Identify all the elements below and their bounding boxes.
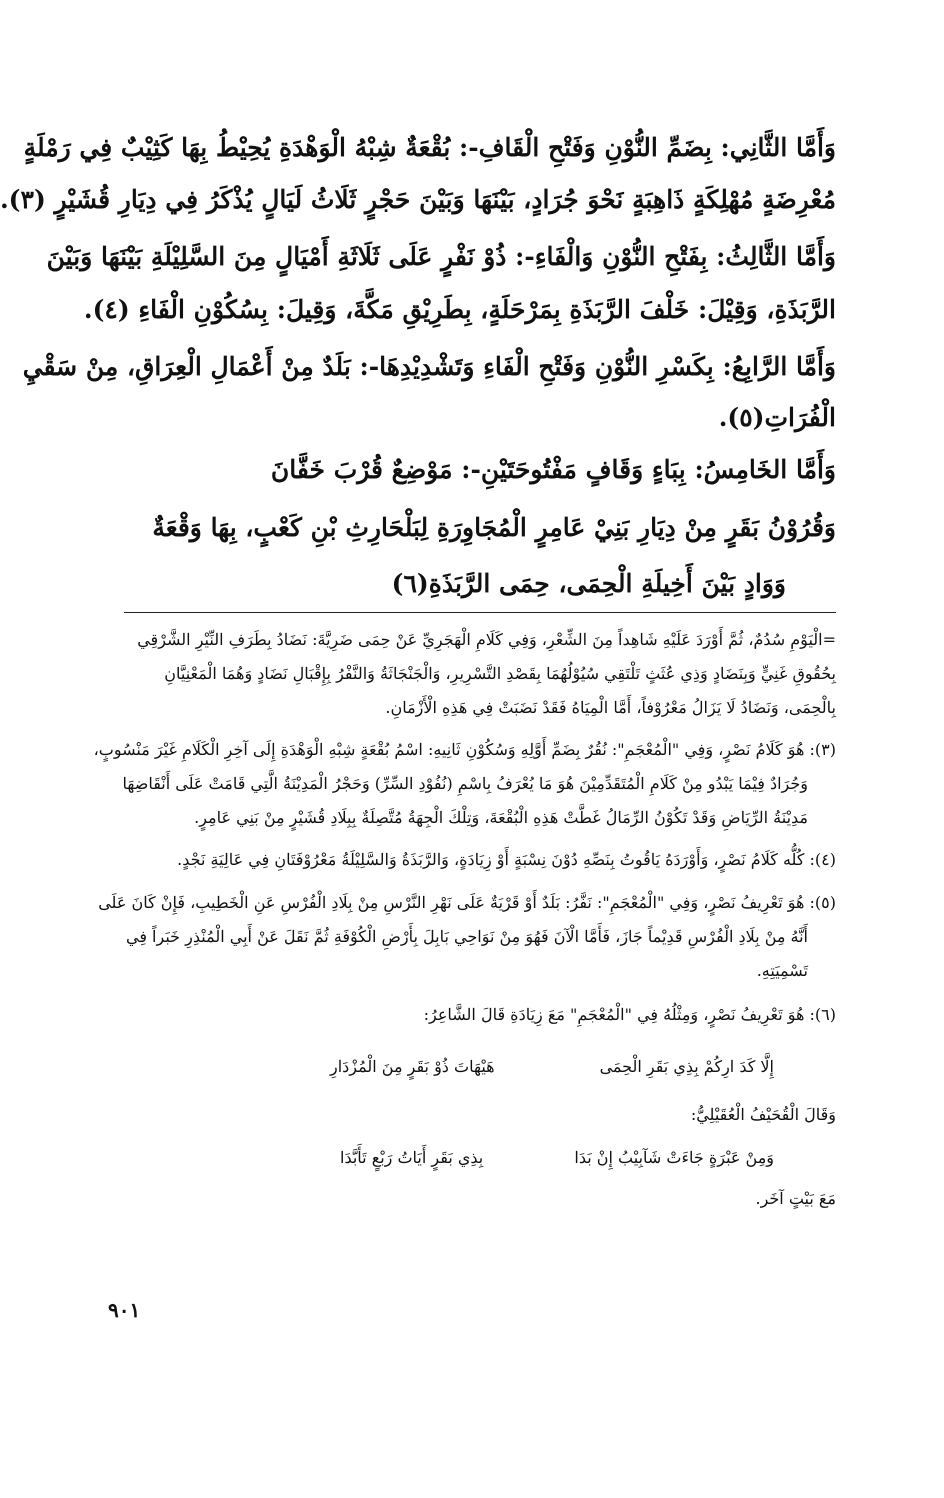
footnote-5-line: تَسْمِيَتِهِ. [756,961,808,980]
main-text-line: الرَّبَذَةِ، وَقِيْلَ: خَلْفَ الرَّبَذَةِ بِمَرْحَلَةٍ، بِطَرِيْقِ مَكَّةَ، وَقِيلَ: بِسُكُوْنِ الْفَاءِ (٤). [83,295,836,324]
verse-2-first-hemistich: وَمِنْ عَبْرَةٍ جَاءَتْ شَآبِيْبُ إِنْ بَدَا [574,1148,774,1167]
main-text-line: الْفُرَاتِ(٥). [718,403,836,432]
footnote-line: بِحُقُوقِ غَنِيٍّ وَبِنَضَادٍ وَذِي عُثَثٍ تَلْتَقِي سُيُوْلُهُمَا بِقَصْدِ التَّسْرِيرِ، وَالْجَنْجَاثَةُ وَالنَّفْرُ بِإِقْبَالِ نَضَادٍ وَهُمَا الْمَعْنِيَّانِ [164,664,836,683]
main-text-line: وَأَمَّا الرَّابِعُ: بِكَسْرِ النُّوْنِ وَفَتْحِ الْفَاءِ وَتَشْدِيْدِهَا-: بَلَدٌ مِنْ أَعْمَالِ الْعِرَاقِ، مِنْ سَقْيِ [22,352,836,381]
main-text-line: وَأَمَّا الخَامِسُ: بِبَاءٍ وَقَافٍ مَفْتُوحَتَيْنِ-: مَوْضِعٌ قُرْبَ خَفَّانَ [270,455,836,484]
footnote-line: بِالْحِمَى، وَنَضَادُ لَا يَزَالُ مَعْرُوْفاً، أَمَّا الْمِيَاهُ فَقَدْ نَضَبَتْ فِي هَذِهِ الْأَزْمَانِ. [385,698,836,717]
verse-1-first-hemistich: إِلَّا كَدَ ارِكُمْ بِذِي بَقَرِ الْحِمَى [599,1057,774,1076]
footnote-4-line: (٤): كُلُّه كَلَامُ نَصْرٍ، وَأَوْرَدَهُ يَاقُوتُ بِنَصِّهِ دُوْنَ نِسْبَةٍ أَوْ زِيَادَةٍ، وَالرَّبَذَةُ وَالسَّلِيْلَةُ مَعْرُوْفَتَانِ فِي عَالِيَةِ نَجْدٍ. [177,850,836,869]
main-text-line: وَأَمَّا الثَّالِثُ: بِفَتْحِ النُّوْنِ وَالْفَاءِ-: ذُوْ نَفْرٍ عَلَى ثَلَاثَةِ أَمْيَالٍ مِنَ السَّلِيْلَةِ بَيْنَهَا وَبَيْنَ [46,242,836,271]
footnote-closing: مَعَ بَيْتٍ آخَر. [755,1189,836,1208]
footnote-divider [124,612,836,613]
main-text-line: وَأَمَّا الثَّانِي: بِضَمِّ النُّوْنِ وَفَتْحِ الْقَافِ-: بُقْعَةٌ شِبْهُ الْوَهْدَةِ يُحِيْطُ بِهَا كَثِيْبٌ فِي رَمْلَةٍ [23,133,836,162]
footnote-5-line: أَنَّهُ مِنْ بِلَادِ الْفُرْسِ قَدِيْماً جَازَ، فَأَمَّا الْآنَ فَهُوَ مِنْ نَوَاحِي بَابِلَ بِأَرْضِ الْكُوْفَةِ ثُمَّ نَقَلَ عَنْ أَبِي الْمُنْذِرِ خَبَراً فِي [125,927,808,946]
verse-1-second-hemistich: هَيْهَاتَ ذُوْ بَقَرٍ مِنَ الْمُزْدَارِ [330,1057,495,1076]
main-text-line: وَوَادٍ بَيْنَ أَخِيلَةِ الْحِمَى، حِمَى الرَّبَذَةِ(٦) [391,569,786,598]
verse-2-second-hemistich: بِذِي بَقَرٍ أَيَاتُ رَبْعٍ تَأَبَّدَا [340,1148,484,1167]
footnote-3-line: مَدِيْنَةُ الرِّيَاضِ وَقَدْ تَكُوْنُ الرِّمَالُ غَطَّتْ هَذِهِ الْبُقْعَةَ، وَتِلْكَ الْجِهَةُ مُتَّصِلَةٌ بِبِلَادِ قُشَيْرٍ مِنْ بَنِي عَامِرٍ. [194,808,808,827]
page-number: ٩٠١ [108,1298,141,1322]
main-text-line: وَقُرُوْنُ بَقَرٍ مِنْ دِيَارِ بَنِيْ عَامِرٍ الْمُجَاوِرَةِ لِبَلْحَارِثِ بْنِ كَعْبٍ، بِهَا وَقْعَةٌ [152,513,836,542]
poet-intro: وَقَالَ الْقُحَيْفُ الْعُقَيْلِيُّ: [690,1105,836,1124]
footnote-line: =الْيَوْمِ سُدُمٌ، ثُمَّ أَوْرَدَ عَلَيْهِ شَاهِداً مِنَ الشِّعْرِ، وَفِي كَلَامِ الْهَجَرِيِّ عَنْ حِمَى ضَرِيَّةَ: نَضَادُ بِطَرَفِ النِّيْرِ الشَّرْقِي [137,630,836,649]
footnote-3-line: (٣): هُوَ كَلَامُ نَصْرٍ، وَفِي "الْمُعْجَمِ": نُقُرٌ بِضَمِّ أَوَّلِهِ وَسُكُوْنِ ثَانِيهِ: اسْمُ بُقْعَةٍ شِبْهِ الْوَهْدَةِ إِلَى آخِرِ الْكَلَامِ غَيْرَ مَنْسُوبٍ، [93,740,836,759]
footnote-3-line: وَجُرَادٌ فِيْمَا يَبْدُو مِنْ كَلَامِ الْمُتَقَدِّمِيْنَ هُوَ مَا يُعْرَفُ بِاسْمِ (نُفُوْدِ السِّرِّ) وَحَجْرُ الْمَدِيْنَةُ الَّتِي قَامَتْ عَلَى أَنْقَاضِهَا [122,774,808,793]
footnote-5-line: (٥): هُوَ تَعْرِيفُ نَصْرٍ، وَفِي "الْمُعْجَمِ": نَفَّرُ: بَلَدٌ أَوْ قَرْيَةٌ عَلَى نَهْرِ النَّرْسِ مِنْ بِلَادِ الْفُرْسِ عَنِ الْخَطِيبِ، فَإِنْ كَانَ عَلَى [98,893,836,912]
footnote-6-intro: (٦): هُوَ تَعْرِيفُ نَصْرٍ، وَمِثْلُهُ فِي "الْمُعْجَمِ" مَعَ زِيَادَةِ قَالَ الشَّاعِرُ: [423,1005,836,1024]
main-text-line: مُعْرِضَةٍ مُهْلِكَةٍ ذَاهِبَةٍ نَحْوَ جُرَادٍ، بَيْنَهَا وَبَيْنَ حَجْرٍ ثَلَاثُ لَيَالٍ يُذْكَرُ فِي دِيَارِ قُشَيْرٍ (٣). [0,185,836,214]
